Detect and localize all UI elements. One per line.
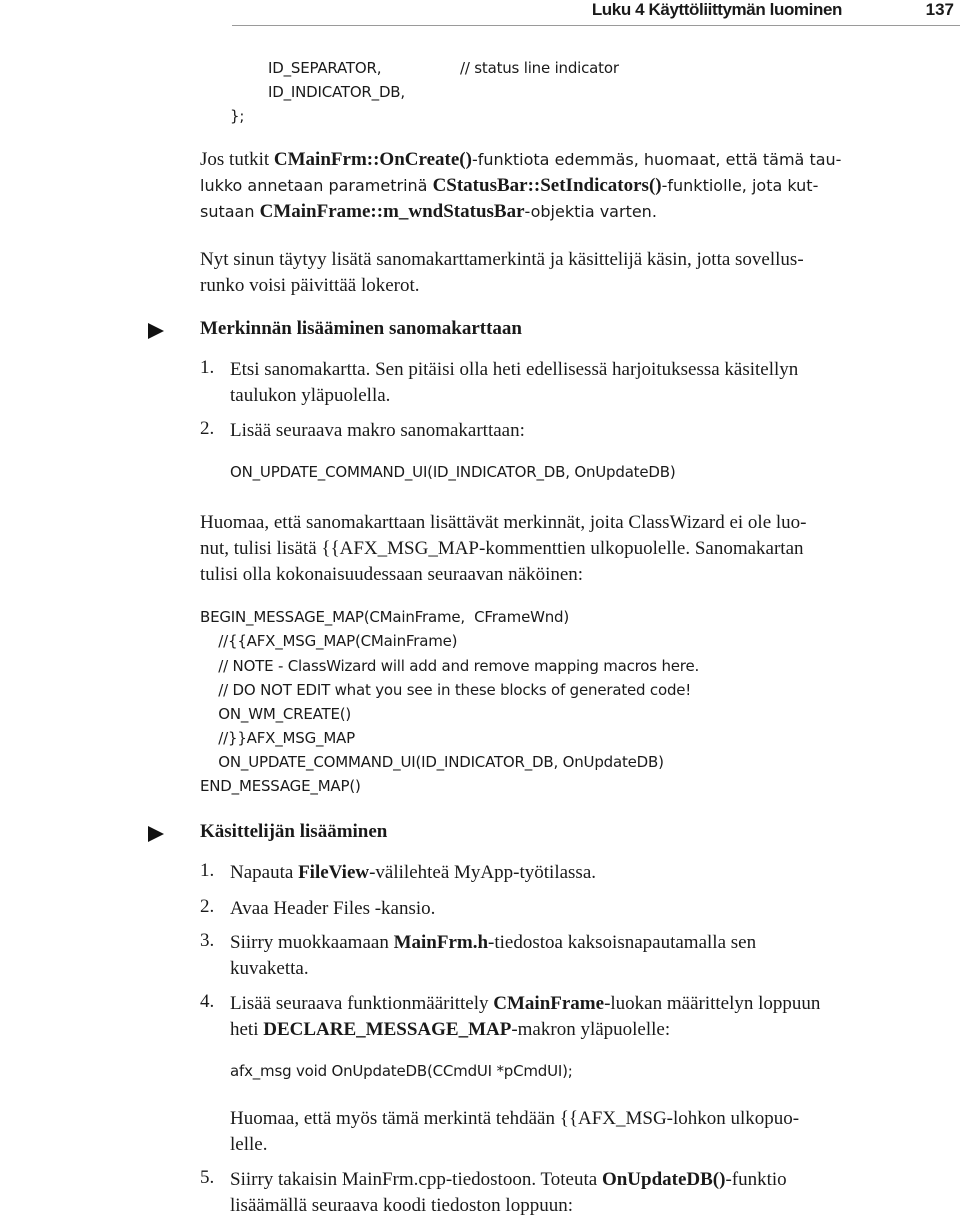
handler-step-4-note: Huomaa, että myös tämä merkintä tehdään {{AFX_MSG-lohkon ulkopuo- lelle.	[230, 1108, 800, 1155]
chapter-title: Luku 4 Käyttöliittymän luominen	[591, 0, 842, 19]
code-line: END_MESSAGE_MAP()	[200, 777, 361, 795]
code-line: BEGIN_MESSAGE_MAP(CMainFrame, CFrameWnd)	[200, 608, 570, 626]
code-line: //{{AFX_MSG_MAP(CMainFrame)	[200, 632, 458, 650]
macro-code: ON_UPDATE_COMMAND_UI(ID_INDICATOR_DB, OnUpdateDB)	[230, 463, 676, 481]
page-number: 137	[925, 0, 954, 19]
step-number: 5.	[200, 1167, 215, 1188]
paragraph-2-line-2: runko voisi päivittää lokerot.	[200, 275, 420, 296]
paragraph-3-line-1: Huomaa, että sanomakarttaan lisättävät merkinnät, joita ClassWizard ei ole luo-	[200, 512, 807, 533]
section-heading-add-entry: Merkinnän lisääminen sanomakarttaan	[200, 318, 522, 339]
section-arrow-icon	[148, 323, 164, 339]
section-arrow-icon	[148, 826, 164, 842]
step-number: 1.	[200, 357, 215, 378]
code-line-closing: };	[230, 107, 245, 125]
handler-declaration-code: afx_msg void OnUpdateDB(CCmdUI *pCmdUI);	[230, 1062, 573, 1080]
paragraph-1-line-2: lukko annetaan parametrinä CStatusBar::SetIndicators()-funktiolle, jota kut-	[200, 175, 819, 196]
step-2-text: Lisää seuraava makro sanomakarttaan:	[230, 420, 525, 441]
code-line: ON_UPDATE_COMMAND_UI(ID_INDICATOR_DB, OnUpdateDB)	[200, 753, 664, 771]
step-1-text: Etsi sanomakartta. Sen pitäisi olla heti edellisessä harjoituksessa käsitellyn taulukon yläpuolella.	[230, 359, 799, 406]
page-header	[0, 0, 960, 26]
handler-step-1-text: Napauta FileView-välilehteä MyApp-työtilassa.	[230, 862, 596, 883]
handler-step-4-text: Lisää seuraava funktionmäärittely CMainFrame-luokan määrittelyn loppuun heti DECLARE_MESSAGE_MAP-makron yläpuolelle:	[230, 993, 821, 1040]
step-number: 3.	[200, 930, 215, 951]
step-number: 2.	[200, 418, 215, 439]
handler-step-2-text: Avaa Header Files -kansio.	[230, 898, 436, 919]
paragraph-2-line-1: Nyt sinun täytyy lisätä sanomakarttamerkintä ja käsittelijä käsin, jotta sovellus-	[200, 249, 804, 270]
paragraph-3-line-3: tulisi olla kokonaisuudessaan seuraavan näköinen:	[200, 564, 584, 585]
code-line-id-indicator-db: ID_INDICATOR_DB,	[268, 83, 405, 101]
paragraph-3-line-2: nut, tulisi lisätä {{AFX_MSG_MAP-kommenttien ulkopuolelle. Sanomakartan	[200, 538, 804, 559]
step-number: 4.	[200, 991, 215, 1012]
section-heading-add-handler: Käsittelijän lisääminen	[200, 821, 388, 842]
paragraph-1-line-3: sutaan CMainFrame::m_wndStatusBar-objektia varten.	[200, 201, 657, 222]
handler-step-5-text: Siirry takaisin MainFrm.cpp-tiedostoon. Toteuta OnUpdateDB()-funktio lisäämällä seuraava koodi tiedoston loppuun:	[230, 1169, 787, 1216]
code-line: ON_WM_CREATE()	[200, 705, 352, 723]
step-number: 1.	[200, 860, 215, 881]
step-number: 2.	[200, 896, 215, 917]
code-comment-status-line: // status line indicator	[460, 59, 619, 77]
handler-step-3-text: Siirry muokkaamaan MainFrm.h-tiedostoa kaksoisnapautamalla sen kuvaketta.	[230, 932, 757, 979]
code-line: // DO NOT EDIT what you see in these blocks of generated code!	[200, 681, 692, 699]
code-line: // NOTE - ClassWizard will add and remove mapping macros here.	[200, 657, 700, 675]
paragraph-1-line-1: Jos tutkit CMainFrm::OnCreate()-funktiota edemmäs, huomaat, että tämä tau-	[200, 149, 842, 170]
code-line: //}}AFX_MSG_MAP	[200, 729, 355, 747]
code-line-id-separator: ID_SEPARATOR,	[268, 59, 382, 77]
header-rule	[232, 25, 960, 26]
